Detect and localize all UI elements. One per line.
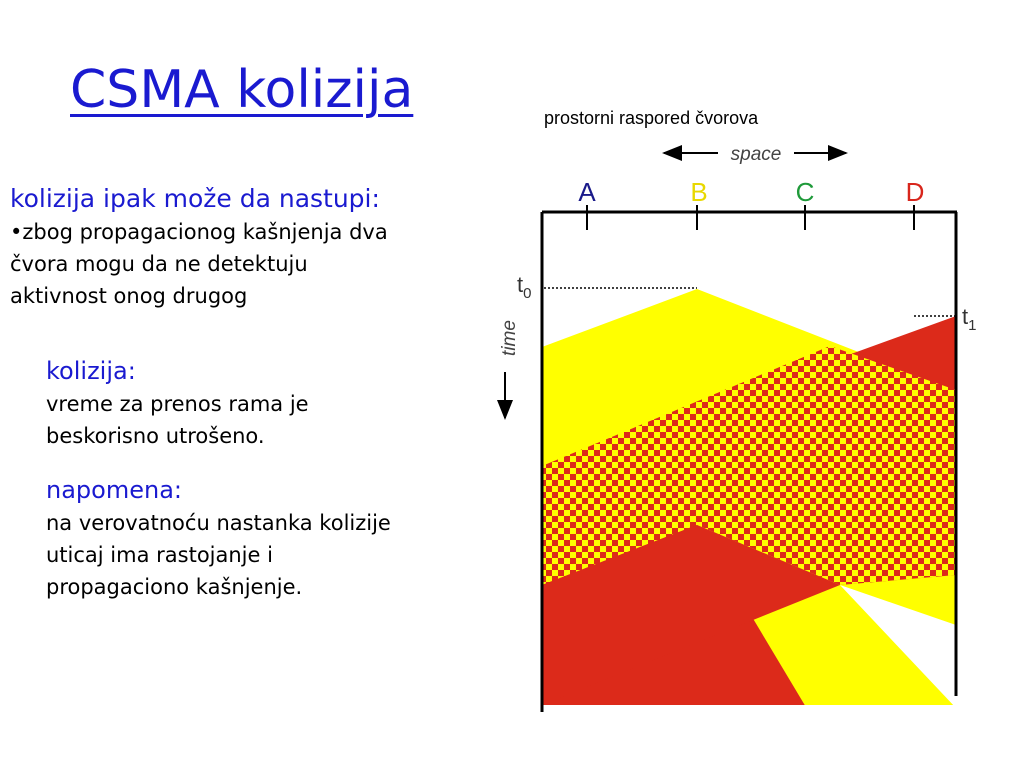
intro-line-2: čvora mogu da ne detektuju — [10, 252, 308, 276]
space-label: space — [730, 144, 782, 165]
intro-heading: kolizija ipak može da nastupi: — [10, 184, 380, 213]
collision-line-2: beskorisno utrošeno. — [46, 424, 265, 448]
node-label-d: D — [905, 177, 925, 207]
node-label-b: B — [690, 177, 708, 207]
note-heading: napomena: — [46, 476, 182, 504]
t1-label: $t_1$ — [962, 304, 977, 334]
diagram-bottom-mask — [542, 705, 958, 768]
intro-line-3: aktivnost onog drugog — [10, 284, 248, 308]
node-label-a: A — [578, 177, 596, 207]
node-label-c: C — [795, 177, 815, 207]
intro-bullet: •zbog propagacionog kašnjenja dva — [10, 220, 388, 244]
note-line-1: na verovatnoću nastanka kolizije — [46, 511, 391, 535]
note-line-2: uticaj ima rastojanje i — [46, 543, 273, 567]
t0-label: $t_0$ — [517, 272, 532, 302]
page-title: CSMA kolizija — [70, 60, 414, 120]
diagram-caption: prostorni raspored čvorova — [544, 108, 759, 128]
note-line-3: propagaciono kašnjenje. — [46, 575, 303, 599]
time-label: time — [499, 320, 520, 356]
collision-heading: kolizija: — [46, 357, 136, 385]
collision-line-1: vreme za prenos rama je — [46, 392, 309, 416]
